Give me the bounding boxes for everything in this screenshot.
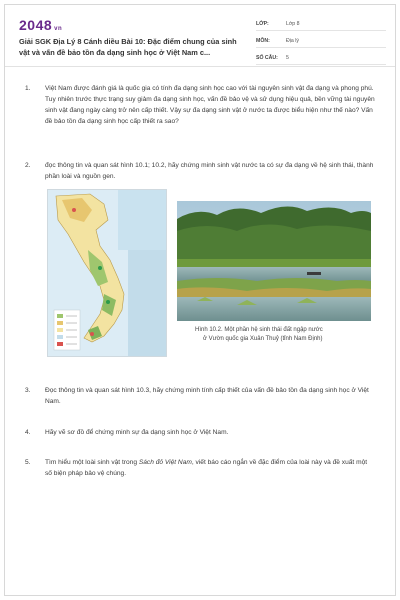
document-page bbox=[4, 4, 396, 596]
question-4 bbox=[25, 427, 375, 438]
logo-text: 2048 bbox=[19, 17, 53, 33]
meta-class bbox=[256, 17, 386, 31]
vietnam-map-image bbox=[47, 189, 167, 357]
question-text: Đọc thông tin và quan sát hình 10.3, hãy chứng minh tính cấp thiết của vấn đề bảo tồn đa dạng sinh học ở Việt Nam. bbox=[45, 387, 369, 405]
wetland-photo bbox=[177, 201, 371, 321]
vietnam-map-graphic bbox=[48, 190, 167, 357]
question-number: 1. bbox=[25, 85, 31, 92]
question-number: 2. bbox=[25, 162, 31, 169]
question-number: 4. bbox=[25, 429, 31, 436]
logo-suffix: vn bbox=[54, 26, 63, 32]
question-text-before: Tìm hiểu một loài sinh vật trong bbox=[45, 459, 139, 466]
meta-subject-value: Địa lý bbox=[286, 37, 299, 44]
meta-subject bbox=[256, 34, 386, 48]
question-2 bbox=[25, 160, 375, 182]
meta-subject-label: MÔN: bbox=[256, 37, 270, 44]
meta-class-label: LỚP: bbox=[256, 20, 269, 27]
question-text: đọc thông tin và quan sát hình 10.1; 10.2, hãy chứng minh sinh vật nước ta có sự đa dạng về hệ sinh thái, thành phần loài và nguồn gen. bbox=[45, 162, 374, 180]
caption-line-1: Hình 10.2. Một phần hệ sinh thái đất ngập nước bbox=[195, 327, 323, 333]
meta-question-count-label: SỐ CÂU: bbox=[256, 54, 278, 61]
meta-question-count bbox=[256, 51, 386, 65]
document-header bbox=[5, 5, 395, 67]
question-text: Hãy vẽ sơ đồ để chứng minh sự đa dạng sinh học ở Việt Nam. bbox=[45, 429, 229, 436]
figure-caption bbox=[195, 326, 371, 344]
meta-class-value: Lớp 8 bbox=[286, 20, 300, 27]
question-number: 5. bbox=[25, 459, 31, 466]
caption-line-2: ở Vườn quốc gia Xuân Thuỷ (tỉnh Nam Định) bbox=[203, 336, 323, 342]
wetland-photo-graphic bbox=[177, 201, 371, 321]
question-text-after: , viết báo cáo ngắn về đặc điểm của loài này và đề xuất một số biện pháp bảo vệ chúng. bbox=[45, 459, 368, 477]
meta-question-count-value: 5 bbox=[286, 54, 289, 61]
document-title: Giải SGK Địa Lý 8 Cánh diều Bài 10: Đặc điểm chung của sinh vật và vấn đề bảo tồn đa dạng sinh học ở Việt Nam c... bbox=[19, 37, 237, 57]
question-1 bbox=[25, 83, 375, 127]
document-meta bbox=[256, 17, 386, 68]
red-book-title: Sách đỏ Việt Nam bbox=[138, 459, 192, 466]
question-5 bbox=[25, 457, 375, 479]
question-number: 3. bbox=[25, 387, 31, 394]
question-text bbox=[45, 457, 375, 479]
question-text: Việt Nam được đánh giá là quốc gia có tính đa dạng sinh học cao với tài nguyên sinh vật đa dạng và phong phú. Tuy nhiên trước thực trạng suy giảm đa dạng sinh học, vấn đề bảo vệ và sử dụng hiệu quả, bền vững tài nguyên sinh vật đang ngày càng trở nên cấp thiết. Vậy sự đa dạng sinh vật ở nước ta được biểu hiện như thế nào? Vấn đề bảo tồn đa dạng sinh học cấp thiết ra sao? bbox=[45, 85, 375, 125]
question-3 bbox=[25, 385, 375, 407]
site-logo[interactable] bbox=[19, 17, 62, 33]
